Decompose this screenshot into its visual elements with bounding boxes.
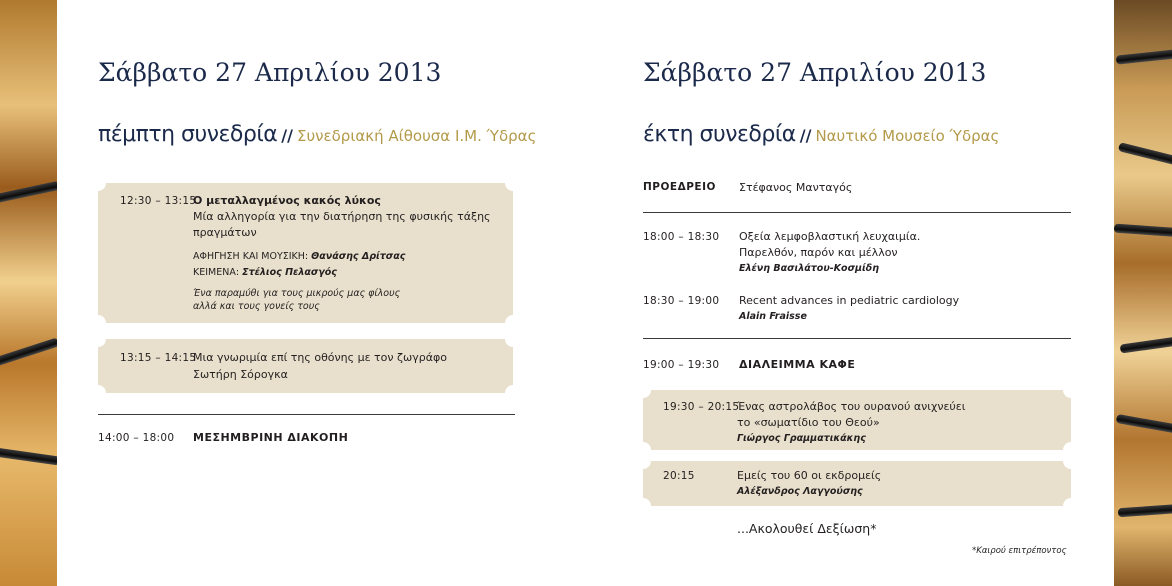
block-time: 19:30 – 20:15 xyxy=(663,401,740,413)
talk-time: 18:00 – 18:30 xyxy=(643,231,720,243)
talk-time: 18:30 – 19:00 xyxy=(643,295,720,307)
program-block xyxy=(643,390,1071,450)
block-description: το «σωματίδιο του Θεού» xyxy=(737,416,880,429)
credit-name: Θανάσης Δρίτσας xyxy=(311,251,406,262)
session-title: έκτη συνεδρία xyxy=(643,122,796,147)
talk-speaker: Ελένη Βασιλάτου-Κοσμίδη xyxy=(739,263,879,274)
block-note: Ένα παραμύθι για τους μικρούς μας φίλους xyxy=(193,288,401,299)
chair-name: Στέφανος Μανταγός xyxy=(739,181,853,194)
coffee-time: 19:00 – 19:30 xyxy=(643,359,720,371)
block-speaker: Γιώργος Γραμματικάκης xyxy=(737,433,866,444)
talk-title: Recent advances in pediatric cardiology xyxy=(739,294,960,307)
session-heading xyxy=(98,122,536,147)
divider xyxy=(643,338,1071,339)
pen-decoration xyxy=(0,447,57,465)
left-edge-photo xyxy=(0,0,57,586)
reception-note: ...Ακολουθεί Δεξίωση* xyxy=(737,521,877,536)
coffee-label: ΔΙΑΛΕΙΜΜΑ ΚΑΦΕ xyxy=(739,358,856,371)
pen-decoration xyxy=(1114,224,1172,238)
footnote: *Καιρού επιτρέποντος xyxy=(972,546,1067,556)
program-block xyxy=(98,339,513,393)
pen-decoration xyxy=(1116,48,1172,64)
block-description: Μια γνωριμία επί της οθόνης με τον ζωγράφο xyxy=(193,351,447,364)
pen-decoration xyxy=(1120,335,1172,353)
break-time: 14:00 – 18:00 xyxy=(98,432,175,444)
divider xyxy=(98,414,515,415)
credit-label: ΑΦΗΓΗΣΗ ΚΑΙ ΜΟΥΣΙΚΗ: xyxy=(193,251,309,262)
divider xyxy=(643,212,1071,213)
talk-speaker: Alain Fraisse xyxy=(739,311,807,322)
pen-decoration xyxy=(0,181,57,204)
break-label: ΜΕΣΗΜΒΡΙΝΗ ΔΙΑΚΟΠΗ xyxy=(193,431,349,444)
pen-decoration xyxy=(0,337,57,367)
program-block xyxy=(98,183,513,323)
left-page xyxy=(57,0,586,586)
pen-decoration xyxy=(1118,504,1172,518)
right-edge-photo xyxy=(1114,0,1172,586)
talk-title: Οξεία λεμφοβλαστική λευχαιμία. xyxy=(739,230,921,243)
chair-label: ΠΡΟΕΔΡΕΙΟ xyxy=(643,181,716,193)
session-venue: Συνεδριακή Αίθουσα Ι.Μ. Ύδρας xyxy=(296,127,537,145)
credit-line xyxy=(193,267,337,278)
session-separator: // xyxy=(799,126,812,145)
block-time: 13:15 – 14:15 xyxy=(120,352,197,364)
block-description: Εμείς του 60 οι εκδρομείς xyxy=(737,469,882,482)
block-description: Μία αλληγορία για την διατήρηση της φυσικής τάξης xyxy=(193,210,491,223)
block-note: αλλά και τους γονείς τους xyxy=(193,301,320,312)
program-block xyxy=(643,461,1071,506)
block-time: 20:15 xyxy=(663,470,695,482)
block-title: Ο μεταλλαγμένος κακός λύκος xyxy=(193,194,381,207)
credit-label: ΚΕΙΜΕΝΑ: xyxy=(193,267,240,278)
credit-line xyxy=(193,251,405,262)
pen-decoration xyxy=(1116,414,1172,435)
talk-title: Παρελθόν, παρόν και μέλλον xyxy=(739,246,898,259)
block-description: Ένας αστρολάβος του ουρανού ανιχνεύει xyxy=(737,400,966,413)
session-title: πέμπτη συνεδρία xyxy=(98,122,278,147)
page-date: Σάββατο 27 Απριλίου 2013 xyxy=(643,58,987,87)
pen-decoration xyxy=(1118,142,1172,167)
session-separator: // xyxy=(281,126,293,145)
right-page xyxy=(586,0,1114,586)
session-heading xyxy=(643,122,999,147)
page-date: Σάββατο 27 Απριλίου 2013 xyxy=(98,58,442,87)
session-venue: Ναυτικό Μουσείο Ύδρας xyxy=(815,127,1000,145)
block-description: Σωτήρη Σόρογκα xyxy=(193,368,288,381)
credit-name: Στέλιος Πελασγός xyxy=(242,267,337,278)
block-description: πραγμάτων xyxy=(193,226,257,239)
block-speaker: Αλέξανδρος Λαγγούσης xyxy=(737,486,863,497)
block-time: 12:30 – 13:15 xyxy=(120,195,197,207)
